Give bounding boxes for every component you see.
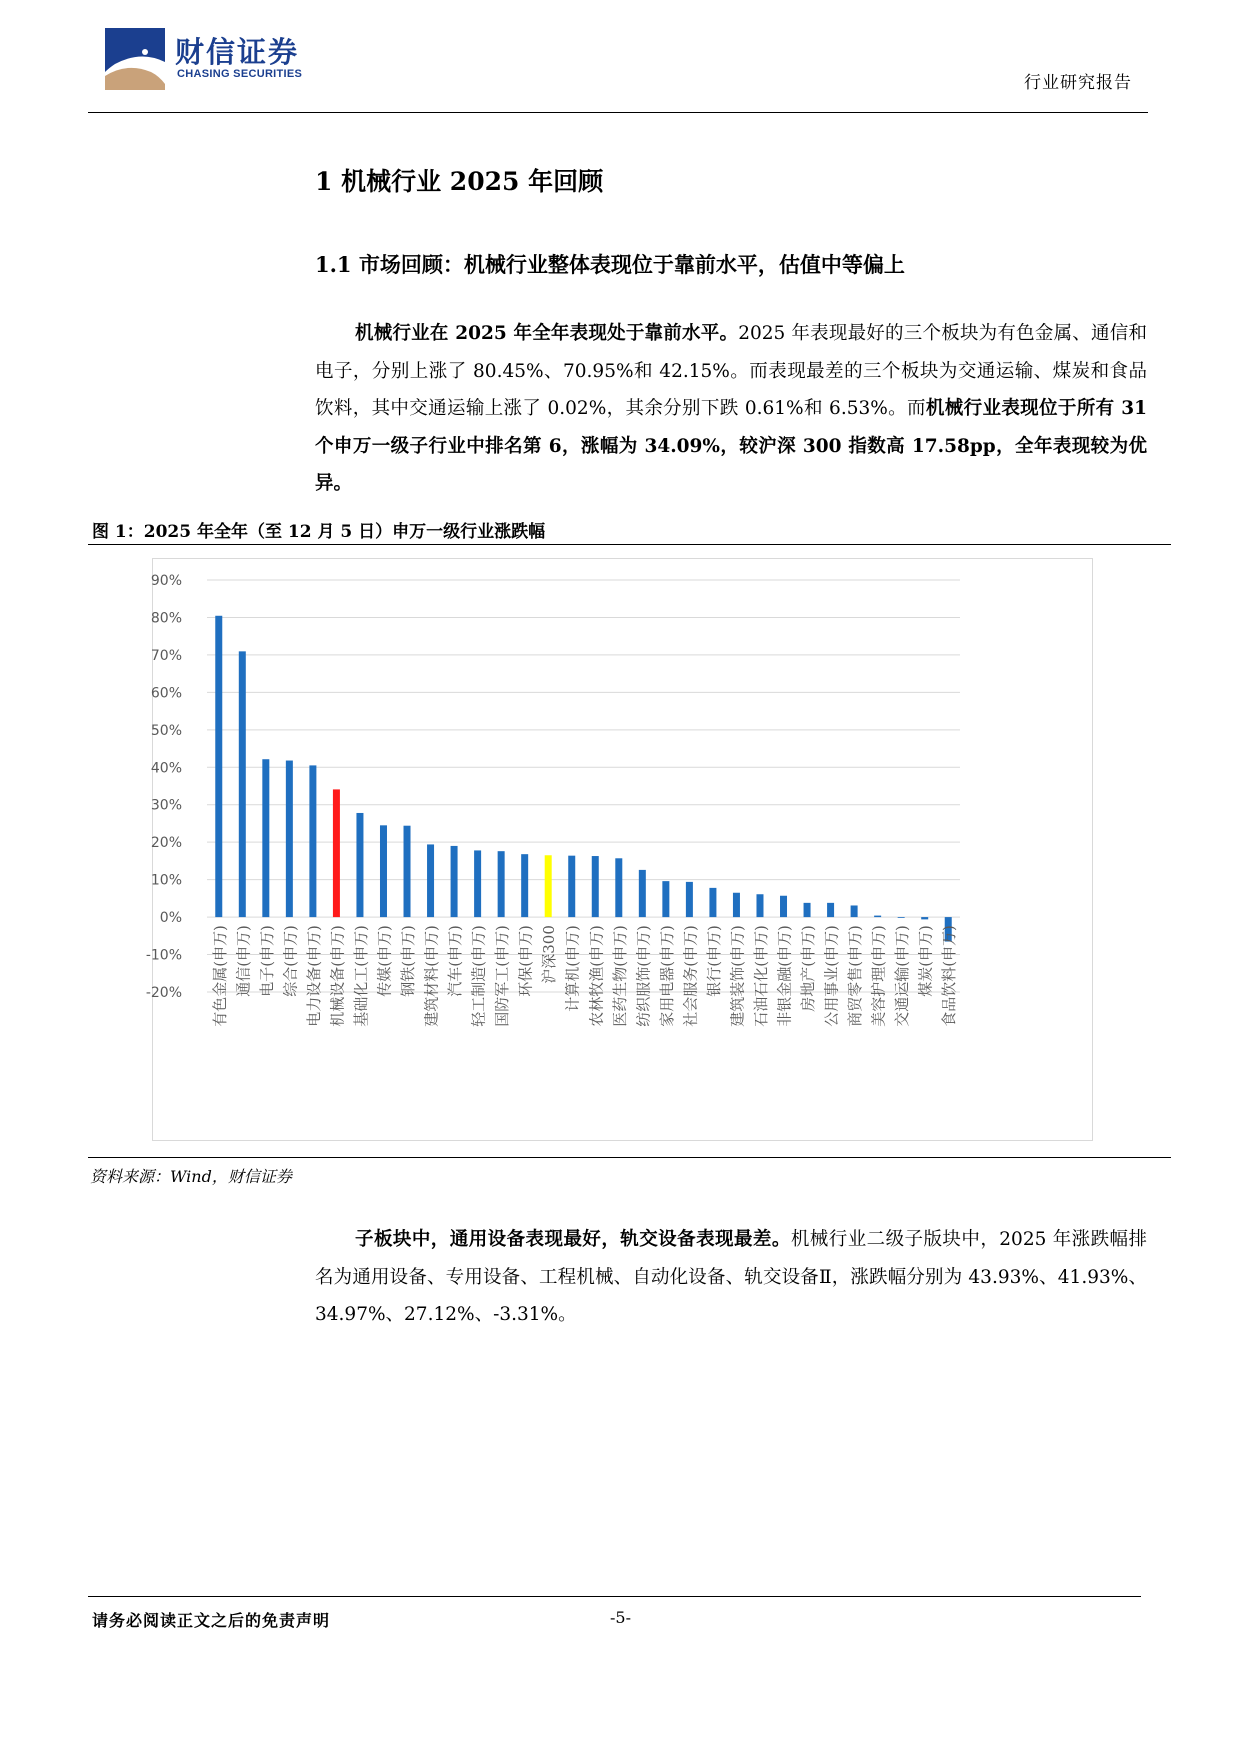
bar <box>615 858 622 917</box>
bar <box>851 905 858 917</box>
bar <box>592 856 599 917</box>
x-tick-label: 汽车(申万) <box>446 925 465 997</box>
bar <box>498 851 505 917</box>
figure-bottom-rule <box>88 1157 1171 1158</box>
page-number: -5- <box>610 1608 631 1627</box>
bar <box>215 616 222 917</box>
bar <box>639 870 646 917</box>
bar <box>404 826 411 917</box>
paragraph-body: 2025 年表现最好的三个板块为有色金属、通信和电子，分别上涨了 80.45%、70.95%和 42.15%。而表现最差的三个板块为交通运输、煤炭和食品饮料，其中交通运输上涨了 0.02%，其余分别下跌 0.61%和 6.53%。而 <box>315 323 1147 419</box>
paragraph-conclusion: 机械行业表现位于所有 31 个申万一级子行业中排名第 6，涨幅为 34.09%，较沪深 300 指数高 17.58pp，全年表现较为优异。 <box>315 398 1147 494</box>
bar <box>662 881 669 917</box>
x-tick-label: 交通运输(申万) <box>893 925 912 1027</box>
y-tick-label: 40% <box>150 760 182 777</box>
bar <box>474 850 481 917</box>
bar <box>333 789 340 917</box>
paragraph-market-review <box>315 315 1147 503</box>
x-tick-label: 美容护理(申万) <box>869 925 888 1027</box>
y-tick-label: -20% <box>145 985 182 1001</box>
x-tick-label: 煤炭(申万) <box>916 925 935 997</box>
x-tick-label: 沪深300 <box>540 925 559 984</box>
x-tick-label: 家用电器(申万) <box>657 925 676 1027</box>
x-tick-label: 石油石化(申万) <box>751 925 770 1027</box>
bar <box>262 759 269 917</box>
x-tick-label: 国防军工(申万) <box>493 925 512 1027</box>
x-tick-label: 电子(申万) <box>257 925 276 997</box>
y-tick-label: 0% <box>159 910 182 927</box>
footer-disclaimer: 请务必阅读正文之后的免责声明 <box>92 1611 331 1630</box>
x-tick-label: 轻工制造(申万) <box>469 925 488 1027</box>
x-tick-label: 食品饮料(申万) <box>940 925 959 1027</box>
x-tick-label: 非银金融(申万) <box>775 925 794 1027</box>
x-tick-label: 医药生物(申万) <box>610 925 629 1027</box>
bar <box>874 916 881 917</box>
x-tick-label: 传媒(申万) <box>375 925 394 997</box>
bar <box>898 917 905 918</box>
y-tick-label: 20% <box>150 835 182 852</box>
x-tick-label: 钢铁(申万) <box>399 925 418 997</box>
bar <box>568 856 575 917</box>
y-tick-label: 60% <box>150 685 182 702</box>
bar <box>427 844 434 917</box>
x-tick-label: 社会服务(申万) <box>681 925 700 1027</box>
bar <box>286 761 293 918</box>
report-type-label: 行业研究报告 <box>1024 73 1132 93</box>
bar <box>921 917 928 919</box>
bar <box>521 854 528 917</box>
bar <box>356 813 363 917</box>
bar <box>709 888 716 917</box>
logo-text-en: CHASING SECURITIES <box>177 68 303 80</box>
y-tick-label: 90% <box>150 573 182 589</box>
x-tick-label: 房地产(申万) <box>799 925 818 1012</box>
bar <box>380 825 387 917</box>
x-tick-label: 环保(申万) <box>516 925 535 997</box>
bar <box>239 651 246 917</box>
bar <box>309 765 316 917</box>
bar <box>451 846 458 917</box>
y-tick-label: 50% <box>150 722 182 739</box>
y-tick-label: -10% <box>145 947 182 964</box>
y-tick-label: 10% <box>150 872 182 889</box>
x-tick-label: 建筑材料(申万) <box>422 925 441 1027</box>
x-tick-label: 计算机(申万) <box>563 925 582 1012</box>
x-tick-label: 纺织服饰(申万) <box>634 925 653 1027</box>
x-tick-label: 有色金属(申万) <box>210 925 229 1027</box>
x-tick-label: 机械设备(申万) <box>328 925 347 1027</box>
subsection-heading: 1.1 市场回顾：机械行业整体表现位于靠前水平，估值中等偏上 <box>315 252 905 277</box>
bar <box>733 893 740 917</box>
bar <box>686 882 693 917</box>
header-divider <box>88 112 1148 113</box>
logo-text-cn: 财信证券 <box>175 35 300 69</box>
footer-divider <box>88 1596 1141 1597</box>
x-tick-label: 综合(申万) <box>281 925 300 997</box>
x-tick-label: 农林牧渔(申万) <box>587 925 606 1027</box>
figure-top-rule <box>88 544 1171 545</box>
bar <box>545 855 552 917</box>
x-tick-label: 公用事业(申万) <box>822 925 841 1027</box>
y-tick-label: 70% <box>150 647 182 664</box>
bar-chart <box>145 558 1093 1141</box>
x-tick-label: 商贸零售(申万) <box>846 925 865 1027</box>
figure-title: 图 1：2025 年全年（至 12 月 5 日）申万一级行业涨跌幅 <box>92 522 546 542</box>
figure-source: 资料来源：Wind，财信证券 <box>90 1167 292 1186</box>
paragraph-body: 机械行业二级子版块中，2025 年涨跌幅排名为通用设备、专用设备、工程机械、自动化设备、轨交设备Ⅱ，涨跌幅分别为 43.93%、41.93%、34.97%、27.12%、-3.31%。 <box>315 1229 1147 1325</box>
bar <box>780 896 787 917</box>
bar <box>756 894 763 917</box>
x-tick-label: 建筑装饰(申万) <box>728 925 747 1027</box>
y-tick-label: 30% <box>150 797 182 814</box>
x-tick-label: 银行(申万) <box>704 925 723 997</box>
paragraph-sub-sectors <box>315 1221 1147 1334</box>
bar <box>827 903 834 917</box>
y-tick-label: 80% <box>150 610 182 627</box>
x-tick-label: 通信(申万) <box>234 925 253 997</box>
x-tick-label: 电力设备(申万) <box>304 925 323 1027</box>
section-heading: 1 机械行业 2025 年回顾 <box>315 167 604 196</box>
bar <box>804 903 811 917</box>
paragraph-lead: 机械行业在 2025 年全年表现处于靠前水平。 <box>355 323 739 344</box>
x-tick-label: 基础化工(申万) <box>351 925 370 1027</box>
paragraph-lead: 子板块中，通用设备表现最好，轨交设备表现最差。 <box>355 1229 791 1250</box>
logo-icon <box>105 28 165 90</box>
